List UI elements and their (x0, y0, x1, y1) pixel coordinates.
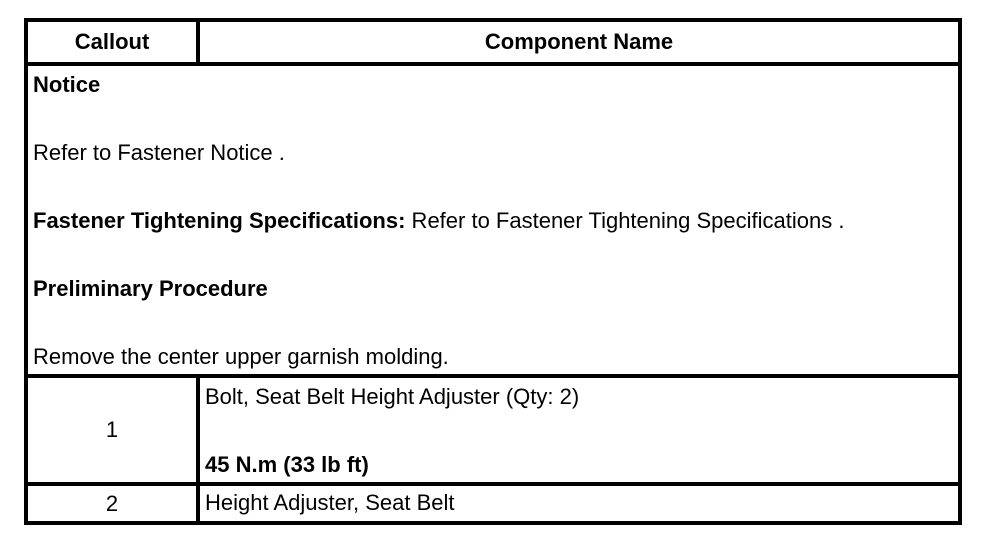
row1-torque: 45 N.m (33 lb ft) (205, 452, 369, 477)
header-component-name: Component Name (484, 29, 674, 54)
notice-block (28, 66, 958, 374)
row1-callout: 1 (105, 417, 119, 442)
row1-component (200, 378, 958, 482)
header-divider (196, 22, 200, 62)
spec-label: Fastener Tightening Specifications: (33, 208, 406, 233)
row1-name: Bolt, Seat Belt Height Adjuster (Qty: 2) (205, 384, 580, 409)
header-callout: Callout (74, 29, 150, 54)
row2-name: Height Adjuster, Seat Belt (205, 490, 455, 515)
component-table (24, 18, 962, 525)
notice-spec-line (33, 208, 844, 234)
notice-fastener-text: Refer to Fastener Notice . (33, 140, 285, 165)
prelim-text: Remove the center upper garnish molding. (33, 344, 449, 369)
spec-text: Refer to Fastener Tightening Specifications . (405, 208, 845, 233)
row2-callout: 2 (105, 491, 119, 516)
row2-component (200, 486, 958, 521)
notice-title: Notice (33, 72, 101, 97)
prelim-title: Preliminary Procedure (33, 276, 268, 301)
